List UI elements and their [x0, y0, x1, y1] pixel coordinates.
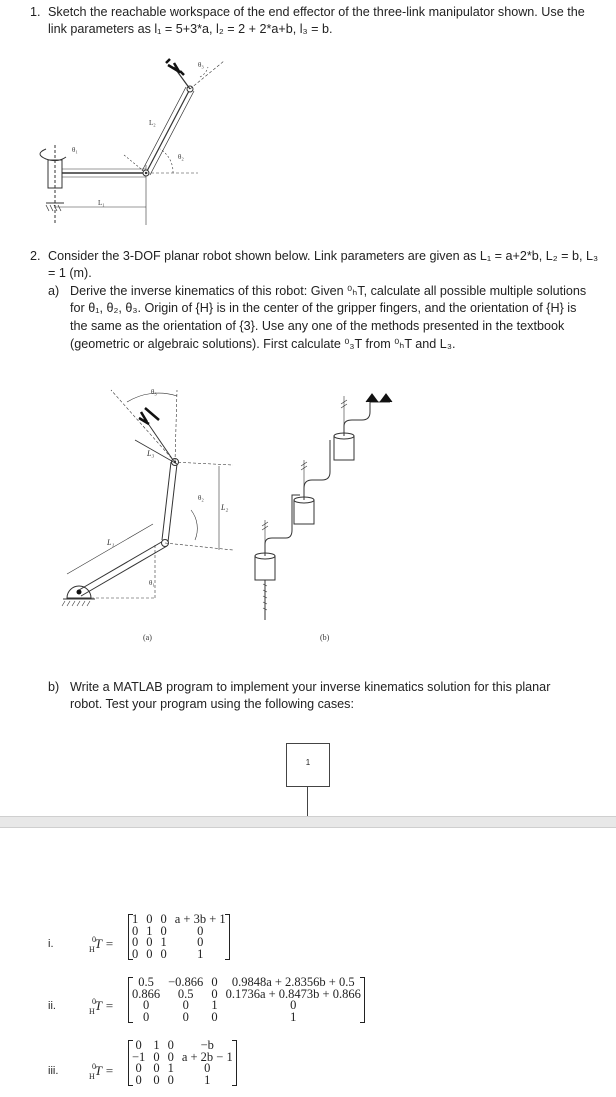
m-cell: 0 [135, 1072, 142, 1087]
q1-L2-label: L₂ [149, 119, 156, 127]
q2a-text-line1: Derive the inverse kinematics of this robot: Given ⁰ₕT, calculate all possible multiple solutions [70, 284, 587, 298]
m-cell: 0 [160, 912, 167, 926]
m-cell: 0 [153, 1049, 160, 1064]
case-iii-label: iii. [48, 1065, 59, 1077]
m-cell: 0.5 [138, 975, 154, 989]
q1-gripper-icon [166, 59, 184, 75]
m-cell: a + 3b + 1 [174, 912, 226, 926]
q2b-joint3-cylinder [334, 436, 354, 460]
q2b-joint2-cylinder [294, 500, 314, 524]
m-cell: 0 [211, 975, 218, 989]
q1-text-line2: link parameters as l₁ = 5+3*a, l₂ = 2 + 2*a+b, l₃ = b. [48, 22, 333, 36]
m-cell: −0.866 [168, 975, 204, 989]
q1-rotation-arrow-icon [40, 149, 66, 161]
case-ii-label: ii. [48, 1000, 56, 1012]
q2a-text-line2: for θ₁, θ₂, θ₃. Origin of {H} is in the center of the gripper fingers, and the orientation of {H} is [70, 301, 577, 315]
m-cell: 1 [132, 912, 139, 926]
q2b-text-line1: Write a MATLAB program to implement your inverse kinematics solution for this planar [70, 680, 551, 694]
q2b-gripper-icon [366, 394, 392, 402]
m-cell: −1 [132, 1049, 146, 1064]
q2a-theta3-label: θ₃ [151, 388, 157, 396]
q2b-box-stem [307, 786, 308, 816]
case-iii-lhs-T: T = [94, 1063, 114, 1078]
case-iii-lhs [89, 1062, 114, 1081]
m-cell: −b [200, 1038, 214, 1052]
case-iii-lhs-sup: 0 [92, 1062, 96, 1071]
m-cell: 0 [167, 1072, 174, 1087]
m-cell: 0 [211, 986, 218, 1001]
m-cell: 0 [182, 998, 189, 1012]
m-cell: 1 [290, 1009, 297, 1024]
q2a-L1-label: L₁ [107, 538, 115, 547]
m-cell: 0 [135, 1061, 142, 1075]
q2a-theta1-label: θ₁ [149, 579, 155, 587]
case-iii-lhs-sub: H [89, 1072, 95, 1081]
case-ii-lhs [89, 997, 114, 1016]
m-cell: 0.9848a + 2.8356b + 0.5 [231, 975, 355, 989]
m-cell: 0 [146, 935, 153, 949]
m-cell: 1 [167, 1061, 174, 1075]
q1-theta2-label: θ₂ [178, 153, 184, 161]
q2a-L3-label: L₃ [147, 449, 155, 458]
q2b-box [286, 743, 330, 787]
q2b-label: b) [48, 680, 60, 694]
case-i-matrix [128, 914, 230, 960]
m-cell: 1 [197, 946, 204, 961]
m-cell: 0 [132, 935, 139, 949]
m-cell: 1 [204, 1072, 211, 1087]
q2-figure-a [55, 380, 255, 650]
case-i-lhs-sub: H [89, 945, 95, 954]
m-cell: 0 [153, 1072, 160, 1087]
m-cell: 0 [142, 1009, 150, 1024]
m-cell: 0 [197, 923, 204, 938]
m-cell: 1 [153, 1038, 160, 1052]
q2a-text-line4: (geometric or algebraic solutions). First calculate ⁰₃T from ⁰ₕT and L₃. [70, 337, 456, 351]
m-cell: 0 [167, 1049, 174, 1064]
q2-text-line2: = 1 (m). [48, 266, 92, 280]
m-cell: 0 [182, 1009, 189, 1024]
case-ii-lhs-sub: H [89, 1007, 95, 1016]
m-cell: 0.866 [132, 986, 161, 1001]
m-cell: 0 [146, 946, 153, 961]
q2-figure-b [250, 380, 420, 650]
q1-L1-label: L₁ [98, 199, 105, 207]
q1-base-block [48, 160, 62, 188]
q2a-label: a) [48, 284, 60, 298]
q2-caption-a: (a) [143, 633, 152, 642]
q2b-box-label: 1 [305, 758, 311, 767]
m-cell: 0 [132, 923, 139, 938]
q1-number: 1. [30, 5, 41, 19]
m-cell: 1 [146, 923, 153, 938]
m-cell: 0 [204, 1061, 211, 1075]
q2-number: 2. [30, 249, 41, 263]
q2a-theta2-label: θ₂ [198, 494, 204, 502]
page-separator [0, 816, 616, 828]
case-ii-lhs-T: T = [94, 998, 114, 1013]
m-cell: 0 [167, 1038, 174, 1052]
case-iii-matrix [128, 1040, 237, 1086]
q2b-text-line2: robot. Test your program using the following cases: [70, 697, 354, 711]
m-cell: 1 [160, 935, 167, 949]
q2-text-line1: Consider the 3-DOF planar robot shown below. Link parameters are given as L₁ = a+2*b, L₂ = b, L₃ [48, 249, 599, 263]
q1-figure [28, 55, 268, 230]
m-cell: 0 [211, 1009, 218, 1024]
case-ii-lhs-sup: 0 [92, 997, 96, 1006]
m-cell: 0 [153, 1061, 160, 1075]
m-cell: 0 [197, 935, 204, 949]
case-i-lhs-T: T = [94, 936, 114, 951]
m-cell: 0 [132, 946, 139, 961]
q2a-gripper-icon [139, 408, 159, 424]
case-i-lhs-sup: 0 [92, 935, 96, 944]
m-cell: 0 [160, 923, 167, 938]
m-cell: 0 [160, 946, 167, 961]
m-cell: 0.5 [177, 986, 194, 1001]
q2b-joint1-cylinder [255, 556, 275, 580]
q2-caption-b: (b) [320, 633, 330, 642]
case-i-lhs [89, 935, 114, 954]
m-cell: 0 [135, 1038, 142, 1052]
q1-theta3-label: θ₃ [198, 61, 204, 69]
case-ii-matrix [128, 977, 365, 1023]
m-cell: a + 2b − 1 [181, 1049, 233, 1064]
m-cell: 1 [211, 998, 218, 1012]
q1-text-line1: Sketch the reachable workspace of the end effector of the three-link manipulator shown. Use the [48, 5, 585, 19]
m-cell: 0 [146, 912, 153, 926]
case-i-label: i. [48, 938, 54, 950]
q1-theta1-label: θ₁ [72, 146, 78, 154]
q2a-L2-label: L₂ [221, 503, 229, 512]
m-cell: 0 [290, 998, 297, 1012]
m-cell: 0 [142, 998, 150, 1012]
m-cell: 0.1736a + 0.8473b + 0.866 [225, 986, 361, 1001]
q2a-text-line3: the same as the orientation of {3}. Use any one of the methods presented in the textbook [70, 319, 565, 333]
